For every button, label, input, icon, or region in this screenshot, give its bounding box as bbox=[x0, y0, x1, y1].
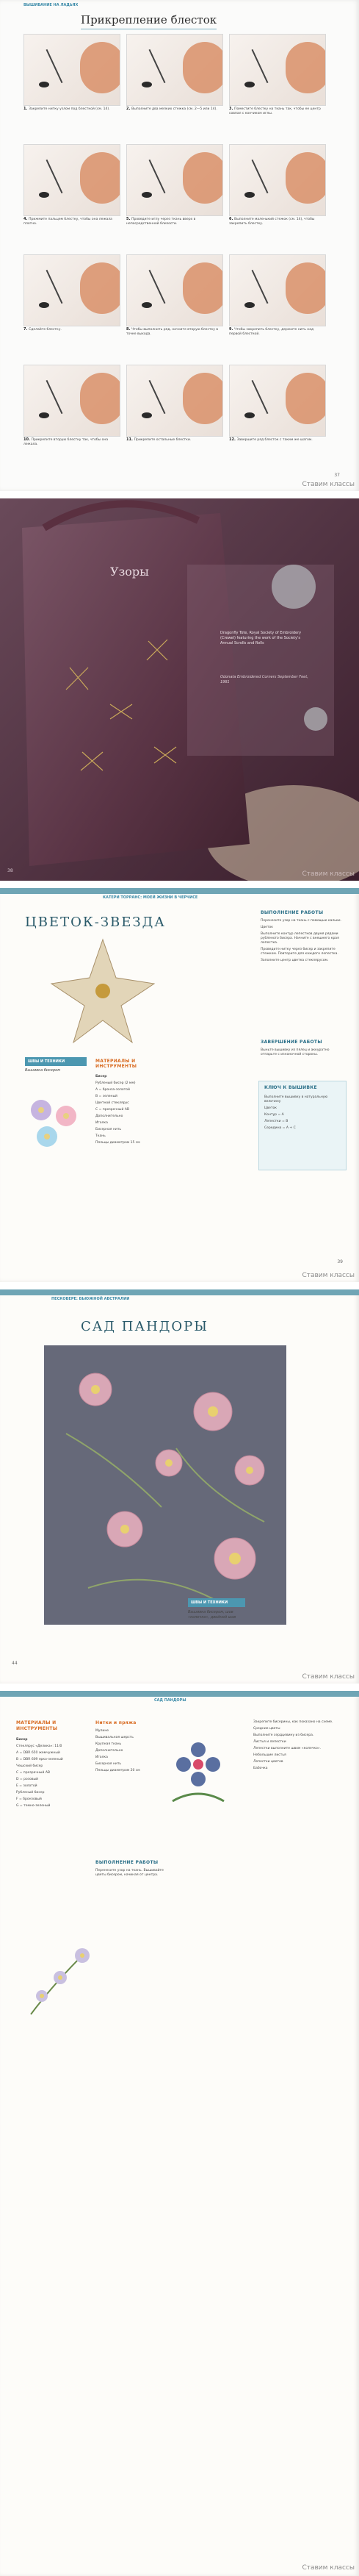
page-header: САД ПАНДОРЫ bbox=[154, 1698, 186, 1703]
list-item: Средние цветы bbox=[253, 1727, 280, 1731]
step-text: Завершите ряд блесток с таким же шагом. bbox=[236, 438, 313, 442]
needle-icon bbox=[252, 380, 269, 414]
list-item: C = прозрачный AB bbox=[16, 1771, 51, 1775]
list-item: Лепестки = B bbox=[264, 1120, 289, 1123]
sequin-icon bbox=[142, 412, 152, 418]
hand-shape bbox=[183, 42, 223, 93]
list-item: Вышивальная шерсть bbox=[95, 1736, 134, 1739]
sequin-icon bbox=[39, 82, 49, 87]
step-panel bbox=[23, 34, 119, 137]
list-item: Пяльцы диаметром 15 см bbox=[95, 1141, 140, 1145]
list-item: Проведите нитку через бисер и закрепите стежком. Повторите для каждого лепестка. bbox=[261, 948, 338, 956]
step-panel bbox=[23, 144, 119, 247]
needle-icon bbox=[252, 270, 269, 304]
watermark: Ставим классы bbox=[302, 1673, 355, 1681]
sequin-icon bbox=[142, 192, 152, 198]
list-item: Бисерная нить bbox=[95, 1128, 122, 1131]
techniques-tag: ШВЫ И ТЕХНИКИ bbox=[191, 1600, 228, 1605]
sequin-icon bbox=[39, 412, 49, 418]
beaded-flowers-photo bbox=[25, 1094, 91, 1153]
materials-list bbox=[16, 1738, 86, 1811]
step-photo bbox=[229, 365, 326, 437]
step-number: 10. bbox=[23, 437, 32, 442]
flower-sprig-photo bbox=[16, 1941, 104, 2022]
step-number: 4. bbox=[23, 217, 29, 221]
hand-shape bbox=[286, 152, 326, 204]
techniques-tag: ШВЫ И ТЕХНИКИ bbox=[28, 1059, 65, 1064]
threads-heading: Нитки и пряжа bbox=[95, 1720, 137, 1725]
step-panel bbox=[126, 34, 222, 137]
watermark: Ставим классы bbox=[302, 870, 355, 878]
step-caption bbox=[126, 328, 222, 336]
list-item: Ткань bbox=[95, 1134, 106, 1138]
list-item: Дополнительно bbox=[95, 1749, 123, 1753]
list-item: B = зеленый bbox=[95, 1095, 117, 1098]
step-text: Чтобы выполнить ряд, начните вторую блестку в точке выхода. bbox=[126, 328, 219, 336]
list-item: Цветок bbox=[264, 1106, 278, 1110]
step-number: 5. bbox=[126, 217, 132, 221]
page-pandora-garden bbox=[0, 1289, 359, 1684]
step-panel bbox=[126, 144, 222, 247]
list-item: Цветной стеклярус bbox=[95, 1101, 129, 1105]
bead-flower-diagram bbox=[158, 1720, 239, 1808]
hand-shape bbox=[183, 373, 223, 424]
hand-shape bbox=[183, 262, 223, 314]
list-item: Крупная ткань bbox=[95, 1742, 122, 1746]
step-text: Закрепите нитку узлом под блесткой (см. 14). bbox=[29, 107, 110, 111]
page-patterns bbox=[0, 498, 359, 881]
needle-icon bbox=[46, 49, 63, 83]
step-caption bbox=[23, 438, 119, 446]
step-number: 2. bbox=[126, 107, 132, 111]
list-item: Контур = A bbox=[264, 1113, 284, 1117]
list-item: Рубленый бисер (2 мм) bbox=[95, 1081, 136, 1085]
list-item: Бисер bbox=[16, 1738, 28, 1742]
step-text: Прикрепите вторую блестку так, чтобы она лежала. bbox=[23, 438, 109, 446]
step-caption bbox=[229, 438, 324, 443]
step-caption bbox=[126, 107, 222, 112]
step-caption bbox=[23, 107, 119, 112]
list-item: E = золотой bbox=[16, 1784, 37, 1788]
hand-shape bbox=[80, 42, 120, 93]
page-header: ВЫШИВАНИЕ НА ЛАДЬЯХ bbox=[23, 3, 79, 7]
step-photo bbox=[229, 254, 326, 326]
needle-icon bbox=[252, 160, 269, 193]
sequin-icon bbox=[142, 82, 152, 87]
step-photo bbox=[126, 144, 223, 216]
tote-photo bbox=[0, 498, 359, 881]
step-number: 7. bbox=[23, 327, 29, 332]
page-number: 38 bbox=[7, 868, 13, 873]
sequin-icon bbox=[244, 82, 255, 87]
page-pandora-instructions bbox=[0, 1691, 359, 2576]
photo-caption: Dragonfly Tote, Royal Society of Embroidery (Crewel) featuring the work of the Society's Annual Scrolls and Rolls bbox=[220, 631, 302, 645]
step-text: Проведите иглу через ткань вверх в непосредственной близости. bbox=[126, 218, 196, 226]
techniques-sub: Вышивка бисером, шов «колечко», двойной шов bbox=[188, 1610, 236, 1620]
step-text: Поместите блестку на ткань так, чтобы ее центр совпал с кончиком иглы. bbox=[229, 107, 321, 115]
step-photo bbox=[23, 254, 120, 326]
page-title: Узоры bbox=[110, 565, 149, 579]
list-item: Заполните центр цветка стеклярусом. bbox=[261, 959, 329, 962]
step-number: 11. bbox=[126, 437, 134, 442]
photo-credit: Odonata Embroidered Corners September Feet, 1981 bbox=[220, 675, 308, 684]
page-sequins bbox=[0, 0, 359, 491]
list-item: Иголка bbox=[95, 1756, 108, 1759]
step-photo bbox=[23, 34, 120, 106]
finish-text: Выньте вышивку из пялец и аккуратно отпарьте с изнаночной стороны. bbox=[261, 1048, 330, 1056]
list-item: Листья и лепестки bbox=[253, 1740, 286, 1744]
page-title: САД ПАНДОРЫ bbox=[81, 1319, 208, 1334]
step-photo bbox=[126, 34, 223, 106]
needle-icon bbox=[149, 380, 166, 414]
list-item: D = розовый bbox=[16, 1778, 38, 1781]
step-caption bbox=[229, 107, 324, 115]
list-item: Бисер bbox=[95, 1075, 107, 1078]
list-item: Перенесите узор на ткань с помощью кальки. bbox=[261, 919, 341, 923]
list-item: C = прозрачный AB bbox=[95, 1108, 130, 1112]
list-item: Бабочка bbox=[253, 1767, 268, 1770]
materials-heading: МАТЕРИАЛЫ И ИНСТРУМЕНТЫ bbox=[95, 1059, 137, 1069]
step-number: 1. bbox=[23, 107, 29, 111]
list-item: Рубленый бисер bbox=[16, 1791, 45, 1795]
step-caption bbox=[229, 218, 324, 226]
sequin-icon bbox=[244, 192, 255, 198]
list-item: B = DBR 609 ярко-зеленый bbox=[16, 1758, 63, 1761]
page-title: ЦВЕТОК-ЗВЕЗДА bbox=[25, 915, 166, 930]
key-heading: КЛЮЧ К ВЫШИВКЕ bbox=[264, 1085, 317, 1090]
step-caption bbox=[23, 218, 119, 226]
list-item: Бисерная нить bbox=[95, 1762, 122, 1766]
hand-shape bbox=[183, 152, 223, 204]
page-title: Прикрепление блесток bbox=[81, 13, 217, 29]
needle-icon bbox=[46, 380, 63, 414]
step-photo bbox=[23, 144, 120, 216]
hand-shape bbox=[80, 152, 120, 204]
step-panel bbox=[23, 254, 119, 357]
list-item: Иголка bbox=[95, 1121, 108, 1125]
step-panel bbox=[229, 144, 324, 247]
instructions-column bbox=[253, 1720, 341, 1773]
step-text: Сделайте блестку. bbox=[29, 328, 62, 332]
sequin-icon bbox=[39, 192, 49, 198]
list-item: Пяльцы диаметром 20 см bbox=[95, 1769, 140, 1772]
work-heading: ВЫПОЛНЕНИЕ РАБОТЫ bbox=[95, 1860, 159, 1865]
hand-shape bbox=[80, 262, 120, 314]
sequin-icon bbox=[39, 302, 49, 308]
watermark: Ставим классы bbox=[302, 481, 355, 488]
page-header: ПЕСКОВЕРЕ: ВЬЮЖНОЙ АВСТРАЛИИ bbox=[51, 1297, 130, 1301]
needle-icon bbox=[46, 160, 63, 193]
sequin-icon bbox=[244, 412, 255, 418]
needle-icon bbox=[149, 49, 166, 83]
step-text: Чтобы закрепить блестку, держите нить над первой блесткой. bbox=[229, 328, 314, 336]
step-panel bbox=[23, 365, 119, 468]
list-item: Выполните вышивку в натуральную величину bbox=[264, 1095, 328, 1103]
key-list bbox=[264, 1095, 341, 1133]
list-item: F = бронзовый bbox=[16, 1797, 42, 1801]
list-item: Дополнительно bbox=[95, 1115, 123, 1118]
list-item: G = темно-зеленый bbox=[16, 1804, 51, 1808]
list-item: Выполните сердцевину из бисера. bbox=[253, 1734, 314, 1737]
needle-icon bbox=[46, 270, 63, 304]
needle-icon bbox=[252, 49, 269, 83]
list-item: Чешский бисер bbox=[16, 1764, 43, 1768]
list-item: Лепестки цветов bbox=[253, 1760, 283, 1764]
techniques-sub: Вышивка бисером bbox=[25, 1068, 60, 1073]
hand-shape bbox=[286, 42, 326, 93]
watermark: Ставим классы bbox=[302, 1272, 355, 1279]
list-item: Середина = A + C bbox=[264, 1126, 296, 1130]
step-photo bbox=[23, 365, 120, 437]
step-caption bbox=[229, 328, 324, 336]
work-heading: ВЫПОЛНЕНИЕ РАБОТЫ bbox=[261, 910, 324, 915]
page-number: 39 bbox=[337, 1259, 343, 1264]
sequin-icon bbox=[142, 302, 152, 308]
work-text: Перенесите узор на ткань. Вышивайте цветы бисером, начиная от центра. bbox=[95, 1869, 164, 1877]
step-text: Прижмите пальцем блестку, чтобы она лежала плотно. bbox=[23, 218, 112, 226]
step-number: 12. bbox=[229, 437, 237, 442]
finish-heading: ЗАВЕРШЕНИЕ РАБОТЫ bbox=[261, 1040, 322, 1045]
list-item: Выполните контур лепестков двумя рядами рубленого бисера. Начните с внешнего края лепестка. bbox=[261, 932, 339, 945]
garden-embroidery-photo bbox=[44, 1345, 286, 1625]
hand-shape bbox=[80, 373, 120, 424]
step-panel bbox=[229, 365, 324, 468]
page-number: 37 bbox=[334, 473, 340, 478]
step-panel bbox=[229, 254, 324, 357]
step-text: Прикрепите остальные блестки. bbox=[134, 438, 192, 442]
hand-shape bbox=[286, 373, 326, 424]
needle-icon bbox=[149, 270, 166, 304]
step-photo bbox=[126, 365, 223, 437]
step-panel bbox=[126, 365, 222, 468]
step-caption bbox=[126, 218, 222, 226]
step-caption bbox=[126, 438, 222, 443]
step-text: Выполните маленький стежок (см. 14), чтобы закрепить блестку. bbox=[229, 218, 315, 226]
work-text bbox=[261, 919, 343, 965]
list-item: Цветок bbox=[261, 926, 274, 929]
hand-shape bbox=[286, 262, 326, 314]
step-number: 9. bbox=[229, 327, 235, 332]
page-number: 44 bbox=[12, 1661, 18, 1666]
page-header: КАТЕРИ ТОРРАНС: МОЕЙ ЖИЗНИ В ЧЕРЧИСЕ bbox=[103, 895, 198, 900]
step-photo bbox=[126, 254, 223, 326]
watermark: Ставим классы bbox=[302, 2564, 355, 2572]
step-panel bbox=[229, 34, 324, 137]
step-panel bbox=[126, 254, 222, 357]
materials-list bbox=[95, 1075, 176, 1148]
list-item: A = DBR 650 жемчужный bbox=[16, 1751, 60, 1755]
materials-heading: МАТЕРИАЛЫ И ИНСТРУМЕНТЫ bbox=[16, 1720, 58, 1731]
step-number: 3. bbox=[229, 107, 235, 111]
list-item: Стеклярус «Делика»: 11/0 bbox=[16, 1745, 62, 1748]
step-number: 8. bbox=[126, 327, 132, 332]
step-caption bbox=[23, 328, 119, 332]
list-item: Мулине bbox=[95, 1729, 109, 1733]
sequin-icon bbox=[244, 302, 255, 308]
list-item: Небольшие листья bbox=[253, 1753, 286, 1757]
step-photo bbox=[229, 144, 326, 216]
page-star-flower bbox=[0, 888, 359, 1282]
list-item: Лепестки выполните швом «колечко». bbox=[253, 1747, 322, 1750]
step-text: Выполните два мелких стежка (см. 2—5 или 14). bbox=[131, 107, 217, 111]
star-flower-illustration bbox=[22, 932, 206, 1050]
needle-icon bbox=[149, 160, 166, 193]
threads-list bbox=[95, 1729, 162, 1775]
list-item: A = бронза-золотой bbox=[95, 1088, 130, 1092]
step-number: 6. bbox=[229, 217, 235, 221]
list-item: Закрепите бисерины, как показано на схеме. bbox=[253, 1720, 333, 1724]
step-photo bbox=[229, 34, 326, 106]
